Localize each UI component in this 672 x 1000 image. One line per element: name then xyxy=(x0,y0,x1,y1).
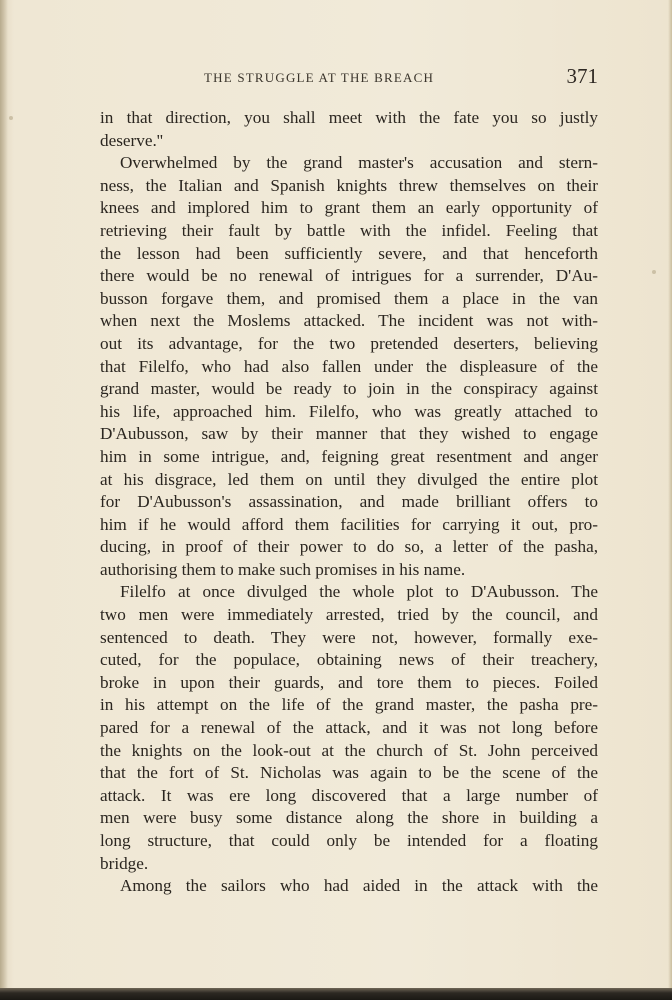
text-line: Overwhelmed by the grand master's accusation and stern- xyxy=(120,153,598,173)
text-line: knees and implored him to grant them an early opportunity of xyxy=(100,198,598,218)
paper-speck xyxy=(652,270,656,274)
text-line: out its advantage, for the two pretended deserters, believing xyxy=(100,333,598,353)
running-head: THE STRUGGLE AT THE BREACH xyxy=(204,70,435,85)
page-number: 371 xyxy=(566,64,598,88)
text-line: grand master, would be ready to join in the conspiracy against xyxy=(100,379,598,399)
text-line: retrieving their fault by battle with the infidel. Feeling that xyxy=(100,220,598,240)
text-line: Filelfo at once divulged the whole plot to D'Aubusson. The xyxy=(120,582,598,602)
text-line: broke in upon their guards, and tore them to pieces. Foiled xyxy=(100,672,598,692)
text-line: for D'Aubusson's assassination, and made brilliant offers to xyxy=(100,492,598,512)
text-line: there would be no renewal of intrigues for a surrender, D'Au- xyxy=(100,266,598,286)
text-line: him if he would afford them facilities for carrying it out, pro- xyxy=(100,514,598,534)
text-line: two men were immediately arrested, tried by the council, and xyxy=(100,605,598,625)
text-line: that the fort of St. Nicholas was again to be the scene of the xyxy=(100,763,598,783)
text-line: pared for a renewal of the attack, and it was not long before xyxy=(100,718,598,738)
text-line: sentenced to death. They were not, however, formally exe- xyxy=(100,627,598,647)
text-line: bridge. xyxy=(100,853,149,873)
text-line: long structure, that could only be intended for a floating xyxy=(100,831,598,850)
body-text xyxy=(100,107,598,898)
text-line: attack. It was ere long discovered that a large number of xyxy=(100,785,598,805)
text-line: men were busy some distance along the shore in building a xyxy=(100,808,598,828)
text-line: D'Aubusson, saw by their manner that they wished to engage xyxy=(100,424,598,444)
spine-shadow xyxy=(0,0,8,1000)
page-edge xyxy=(668,0,672,1000)
text-line: cuted, for the populace, obtaining news of their treachery, xyxy=(100,650,598,670)
text-line: in that direction, you shall meet with the fate you so justly xyxy=(100,108,598,127)
scan-bottom-edge xyxy=(0,988,672,1000)
text-line: the lesson had been sufficiently severe, and that henceforth xyxy=(100,243,598,263)
text-line: authorising them to make such promises in his name. xyxy=(100,559,466,579)
text-line: in his attempt on the life of the grand master, the pasha pre- xyxy=(100,695,598,715)
text-line: the knights on the look-out at the church of St. John perceived xyxy=(100,740,598,760)
page-header xyxy=(100,64,598,88)
text-line: ness, the Italian and Spanish knights threw themselves on their xyxy=(100,175,598,195)
text-line: deserve.'' xyxy=(100,130,163,150)
text-line: him in some intrigue, and, feigning great resentment and anger xyxy=(100,446,598,466)
text-line: Among the sailors who had aided in the attack with the xyxy=(120,876,598,896)
text-line: busson forgave them, and promised them a place in the van xyxy=(100,288,598,308)
text-line: at his disgrace, led them on until they divulged the entire plot xyxy=(100,469,598,489)
paper-speck xyxy=(9,116,13,120)
text-line: that Filelfo, who had also fallen under the displeasure of the xyxy=(100,356,598,376)
text-line: when next the Moslems attacked. The incident was not with- xyxy=(100,311,598,331)
text-line: ducing, in proof of their power to do so, a letter of the pasha, xyxy=(100,537,598,557)
text-line: his life, approached him. Filelfo, who was greatly attached to xyxy=(100,401,598,421)
